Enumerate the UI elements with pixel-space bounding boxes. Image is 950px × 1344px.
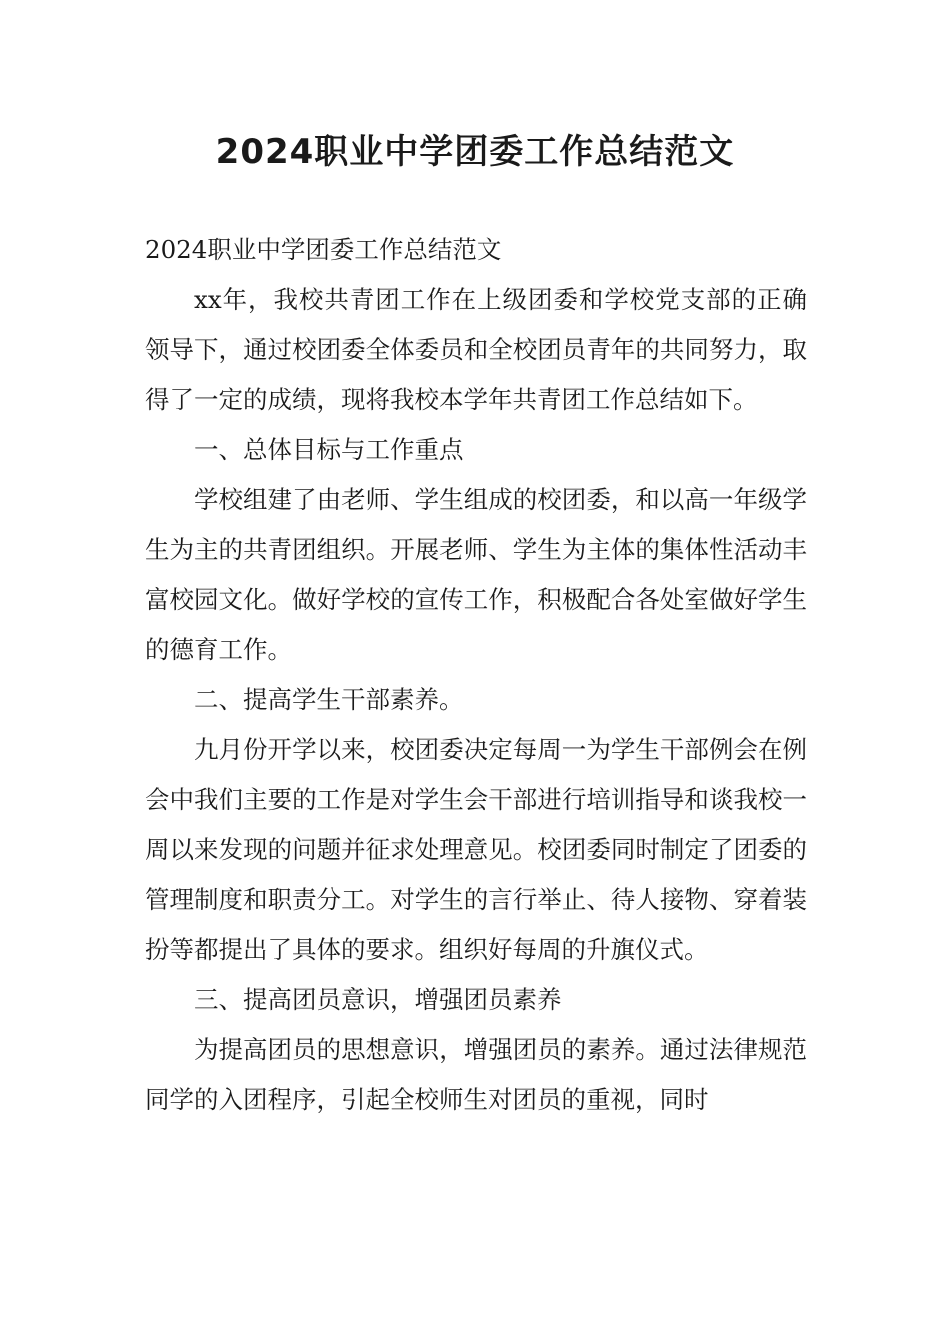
document-body xyxy=(145,225,807,1125)
section-heading-2: 二、提高学生干部素养。 xyxy=(194,685,464,714)
document-title: 2024职业中学团委工作总结范文 xyxy=(215,132,735,172)
body-paragraph: 九月份开学以来，校团委决定每周一为学生干部例会在例会中我们主要的工作是对学生会干部进行培训指导和谈我校一周以来发现的问题并征求处理意见。校团委同时制定了团委的管理制度和职责分工。对学生的言行举止、待人接物、穿着装扮等都提出了具体的要求。组织好每周的升旗仪式。 xyxy=(145,735,807,964)
intro-paragraph: xx年，我校共青团工作在上级团委和学校党支部的正确领导下，通过校团委全体委员和全校团员青年的共同努力，取得了一定的成绩，现将我校本学年共青团工作总结如下。 xyxy=(145,285,807,414)
body-paragraph: 学校组建了由老师、学生组成的校团委，和以高一年级学生为主的共青团组织。开展老师、学生为主体的集体性活动丰富校园文化。做好学校的宣传工作，积极配合各处室做好学生的德育工作。 xyxy=(145,485,807,664)
section-heading-1: 一、总体目标与工作重点 xyxy=(194,435,464,464)
section-heading-3: 三、提高团员意识，增强团员素养 xyxy=(194,985,562,1014)
subtitle-paragraph: 2024职业中学团委工作总结范文 xyxy=(145,235,502,264)
body-paragraph: 为提高团员的思想意识，增强团员的素养。通过法律规范同学的入团程序，引起全校师生对团员的重视，同时 xyxy=(145,1035,807,1114)
